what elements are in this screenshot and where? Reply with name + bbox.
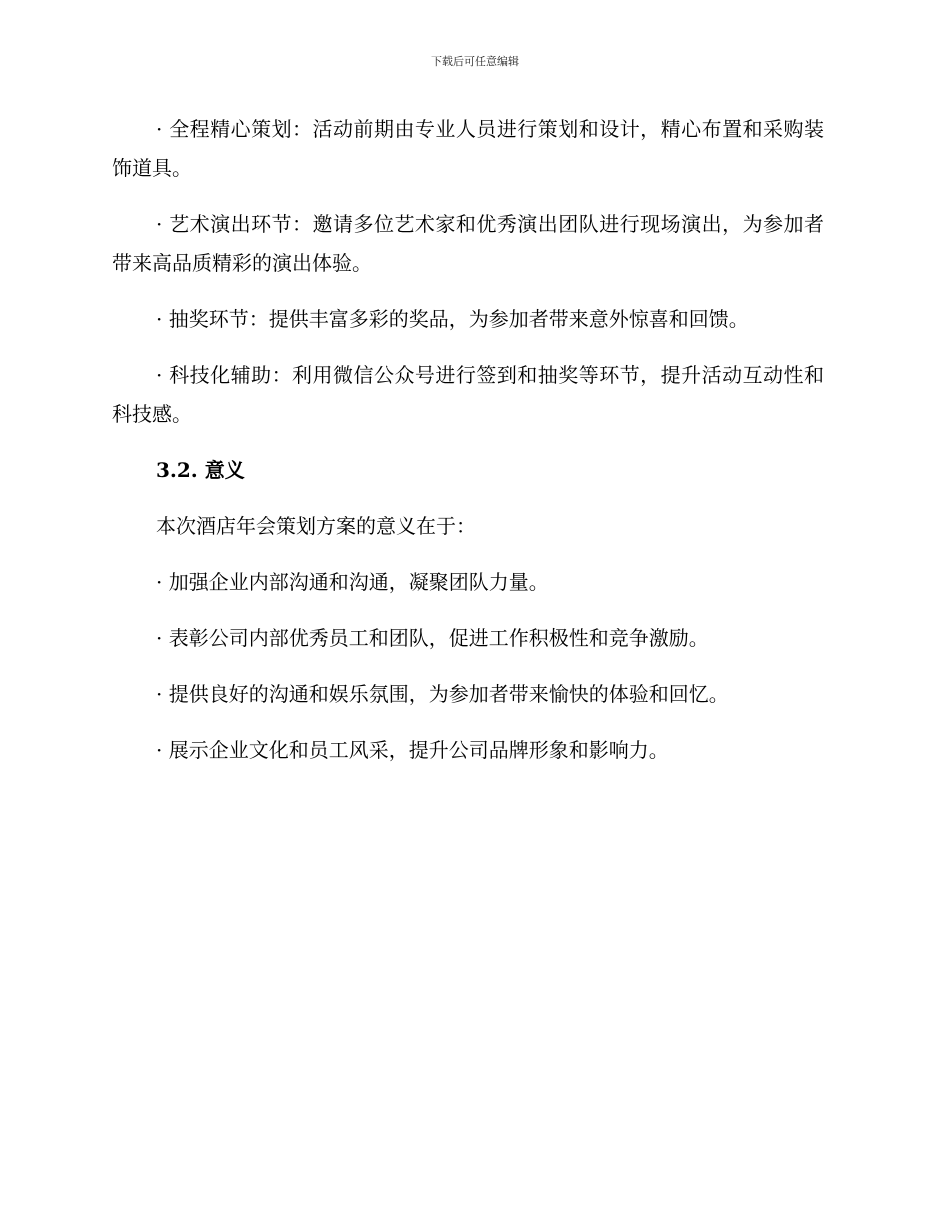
document-body	[112, 110, 824, 770]
section-intro: 本次酒店年会策划方案的意义在于：	[156, 514, 476, 538]
feature-paragraph-technology: · 科技化辅助：利用微信公众号进行签到和抽奖等环节，提升活动互动性和科技感。	[112, 363, 824, 426]
significance-item-atmosphere: · 提供良好的沟通和娱乐氛围，为参加者带来愉快的体验和回忆。	[156, 682, 729, 706]
section-heading: 3.2. 意义	[156, 458, 245, 482]
significance-item-recognition: · 表彰公司内部优秀员工和团队，促进工作积极性和竞争激励。	[156, 626, 709, 650]
page-header-note: 下载后可任意编辑	[431, 55, 519, 68]
significance-item-culture: · 展示企业文化和员工风采，提升公司品牌形象和影响力。	[156, 738, 669, 762]
significance-item-communication: · 加强企业内部沟通和沟通，凝聚团队力量。	[156, 570, 549, 594]
feature-paragraph-performance: · 艺术演出环节：邀请多位艺术家和优秀演出团队进行现场演出，为参加者带来高品质精彩的演出体验。	[112, 212, 824, 275]
feature-paragraph-planning: · 全程精心策划：活动前期由专业人员进行策划和设计，精心布置和采购装饰道具。	[112, 117, 824, 180]
feature-paragraph-lottery: · 抽奖环节：提供丰富多彩的奖品，为参加者带来意外惊喜和回馈。	[156, 307, 749, 331]
